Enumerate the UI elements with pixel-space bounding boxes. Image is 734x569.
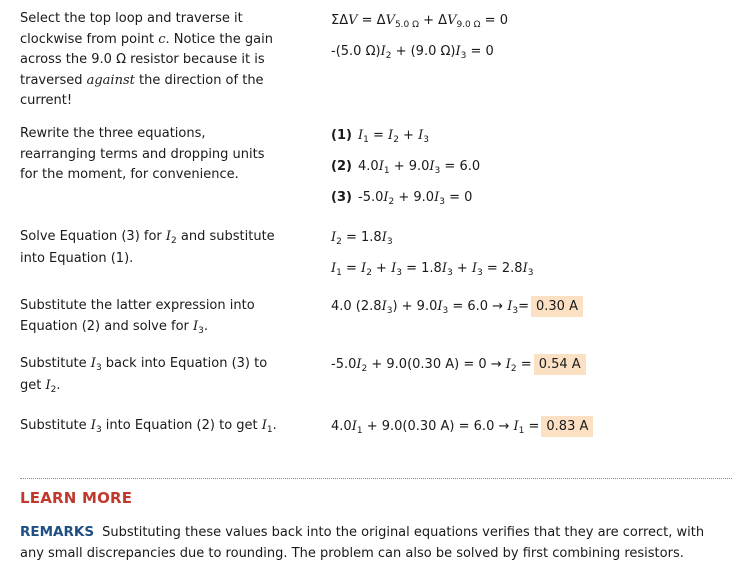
equation-2: (2) $4.0I_1 + 9.0I_3 = 6.0$ bbox=[331, 159, 481, 176]
remarks-text: Substituting these values back into the original equations verifies that they are correct, with any small discrepancies due to rounding. The problem can also be solved by first combining resistors. bbox=[20, 525, 705, 561]
step6-description: Substitute $I_3$ into Equation (2) to get $I_1$. bbox=[20, 418, 277, 435]
remarks-paragraph bbox=[20, 522, 725, 564]
result-i1-highlight: 0.83 A bbox=[541, 416, 593, 437]
step1-equation-values: -(5.0 $\Omega)I_2 + (9.0$ $\Omega)I_3 = 0$ bbox=[331, 44, 494, 61]
point-c: c bbox=[158, 31, 166, 47]
step3-equation-i2: $I_2 = 1.8I_3$ bbox=[331, 230, 393, 247]
step1-equation-kirchhoff: $\Sigma\Delta V = \Delta V_{5.0 \Omega} + \Delta V_{9.0 \Omega} = 0$ bbox=[331, 13, 508, 30]
learn-more-heading: LEARN MORE bbox=[20, 489, 133, 507]
step2-description: Rewrite the three equations, rearranging terms and dropping units for the moment, for convenience. bbox=[20, 126, 265, 182]
remarks-label: REMARKS bbox=[20, 524, 95, 540]
result-i2-highlight: 0.54 A bbox=[534, 354, 586, 375]
equation-1: (1) $I_1 = I_2 + I_3$ bbox=[331, 128, 429, 145]
step5-description: Substitute $I_3$ back into Equation (3) to get $I_2$. bbox=[20, 356, 268, 395]
step3-equation-i1: $I_1 = I_2 + I_3 = 1.8I_3 + I_3 = 2.8I_3$ bbox=[331, 261, 534, 278]
step1-description: Select the top loop and traverse it clockwise from point c. Notice the gain across the 9.0 Ω resistor because it is traversed against the direction of the current! bbox=[20, 11, 273, 108]
step3-description: Solve Equation (3) for $I_2$ and substitute into Equation (1). bbox=[20, 229, 275, 266]
equation-3: (3) $-5.0I_2 + 9.0I_3 = 0$ bbox=[331, 190, 473, 207]
step4-equation: 4.0 $(2.8I_3) + 9.0I_3 = 6.0 \to I_3= 0.30$ A bbox=[331, 299, 583, 316]
result-i3-highlight: 0.30 A bbox=[531, 296, 583, 317]
against-emphasis: against bbox=[86, 72, 135, 88]
dotted-divider bbox=[20, 478, 732, 479]
step6-equation: $4.0I_1 + 9.0(0.30$ $A) = 6.0 \to I_1 = 0.83$ A bbox=[331, 419, 593, 436]
step5-equation: $-5.0I_2 + 9.0(0.30$ $A) = 0 \to I_2 = 0.54$ A bbox=[331, 357, 586, 374]
step4-description: Substitute the latter expression into Equation (2) and solve for $I_3$. bbox=[20, 298, 255, 336]
